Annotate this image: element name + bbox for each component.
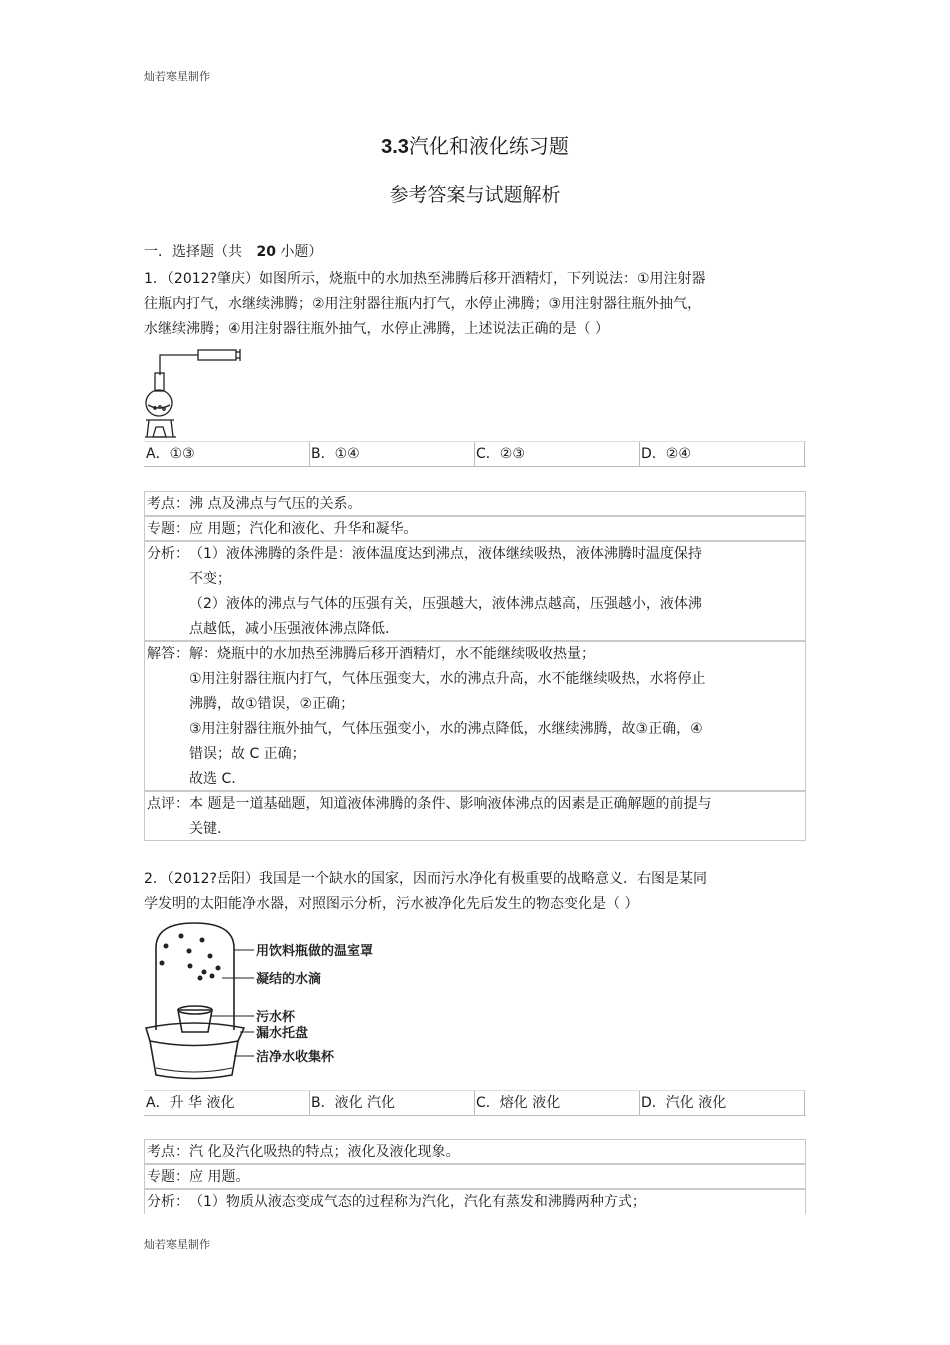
connecting-tube [160, 355, 198, 375]
page-header: 灿若寒星制作 [144, 70, 210, 83]
q1-option-c[interactable]: C．②③ [476, 446, 525, 462]
alcohol-lamp [153, 427, 166, 437]
figure-label: 漏水托盘 [256, 1026, 309, 1041]
fenxi-label: 分析： [147, 546, 189, 562]
jieda-line: ①用注射器往瓶内打气，气体压强变大，水的沸点升高，水不能继续吸热，水将停止 [189, 671, 706, 687]
q2-kaodian-row [144, 1139, 806, 1164]
jieda-line: 错误；故 C 正确； [189, 746, 306, 762]
q1-stem [144, 267, 706, 342]
q2-options [144, 1090, 806, 1116]
q1-option-a[interactable]: A．①③ [146, 446, 195, 462]
jieda-line: ③用注射器往瓶外抽气，气体压强变小，水的沸点降低，水继续沸腾，故③正确，④ [189, 721, 703, 737]
figure-label: 凝结的水滴 [256, 972, 322, 987]
q1-stem-line: 往瓶内打气，水继续沸腾；②用注射器往瓶内打气，水停止沸腾；③用注射器往瓶外抽气， [144, 296, 702, 312]
q1-kaodian-row [144, 491, 806, 516]
q1-option-b[interactable]: B．①④ [311, 446, 360, 462]
q1-stem-line: 1．（2012?肇庆）如图所示，烧瓶中的水加热至沸腾后移开酒精灯，下列说法：①用注射器 [144, 271, 706, 287]
q1-kaodian: 沸 点及沸点与气压的关系。 [189, 496, 362, 512]
zhuanti-label: 专题： [147, 1169, 189, 1185]
section-count: 20 [256, 244, 276, 260]
section-heading [144, 240, 322, 265]
q2-option-b[interactable]: B．液化 汽化 [311, 1095, 396, 1111]
q1-option-d[interactable]: D．②④ [641, 446, 691, 462]
q1-fenxi [189, 542, 702, 642]
flask [146, 390, 172, 416]
page-subtitle: 参考答案与试题解析 [389, 184, 561, 206]
dianping-label: 点评： [147, 796, 189, 812]
flask-syringe-figure [144, 345, 244, 440]
syringe-barrel [198, 350, 236, 360]
q1-stem-line: 水继续沸腾；④用注射器往瓶外抽气，水停止沸腾，上述说法正确的是（ ） [144, 321, 609, 337]
page-footer: 灿若寒星制作 [144, 1238, 210, 1251]
fenxi-line: 点越低，减小压强液体沸点降低. [189, 621, 390, 637]
figure-label: 污水杯 [256, 1010, 296, 1025]
section-suffix: 小题） [280, 244, 323, 260]
title-text: 汽化和液化练习题 [408, 134, 569, 158]
solar-purifier-figure [144, 918, 384, 1086]
q2-option-d[interactable]: D．汽化 液化 [641, 1095, 727, 1111]
page-title [0, 130, 950, 159]
jieda-line: 故选 C. [189, 771, 236, 787]
fenxi-line: （1）液体沸腾的条件是：液体温度达到沸点，液体继续吸热，液体沸腾时温度保持 [189, 546, 702, 562]
q2-stem-line: 学发明的太阳能净水器，对照图示分析，污水被净化先后发生的物态变化是（ ） [144, 896, 639, 912]
fenxi-label: 分析： [147, 1194, 189, 1210]
jieda-line: 沸腾，故①错误，②正确； [189, 696, 355, 712]
jieda-label: 解答： [147, 646, 189, 662]
section-prefix: 一．选择题（共 [144, 244, 242, 260]
fenxi-line: （2）液体的沸点与气体的压强有关，压强越大，液体沸点越高，压强越小，液体沸 [189, 596, 702, 612]
kaodian-label: 考点： [147, 496, 189, 512]
collection-cup [150, 1041, 238, 1079]
dianping-line: 关键. [189, 821, 222, 837]
q1-jieda [189, 642, 706, 792]
q2-stem [144, 867, 707, 917]
fenxi-line: 不变； [189, 571, 231, 587]
q1-zhuanti: 应 用题；汽化和液化、升华和凝华。 [189, 521, 418, 537]
dianping-line: 本 题是一道基础题，知道液体沸腾的条件、影响液体沸点的因素是正确解题的前提与 [189, 796, 712, 812]
q1-dianping-row [144, 791, 806, 841]
q2-fenxi: （1）物质从液态变成气态的过程称为汽化，汽化有蒸发和沸腾两种方式； [189, 1194, 646, 1210]
q2-stem-line: 2．（2012?岳阳）我国是一个缺水的国家，因而污水净化有极重要的战略意义．右图是某同 [144, 871, 707, 887]
q2-option-a[interactable]: A．升 华 液化 [146, 1095, 235, 1111]
q2-zhuanti: 应 用题。 [189, 1169, 250, 1185]
figure-label: 用饮料瓶做的温室罩 [256, 944, 374, 959]
q2-zhuanti-row [144, 1164, 806, 1189]
q2-fenxi-row [144, 1189, 806, 1214]
q2-option-c[interactable]: C．熔化 液化 [476, 1095, 561, 1111]
q1-zhuanti-row [144, 516, 806, 541]
q1-fenxi-row [144, 541, 806, 641]
jieda-line: 解：烧瓶中的水加热至沸腾后移开酒精灯，水不能继续吸收热量； [189, 646, 595, 662]
zhuanti-label: 专题： [147, 521, 189, 537]
q2-kaodian: 汽 化及汽化吸热的特点；液化及液化现象。 [189, 1144, 460, 1160]
kaodian-label: 考点： [147, 1144, 189, 1160]
q1-dianping [189, 792, 711, 842]
q1-jieda-row [144, 641, 806, 791]
q1-options [144, 441, 806, 467]
leaking-tray [146, 1023, 244, 1046]
title-number: 3.3 [381, 136, 409, 158]
figure-label: 洁净水收集杯 [256, 1050, 335, 1065]
